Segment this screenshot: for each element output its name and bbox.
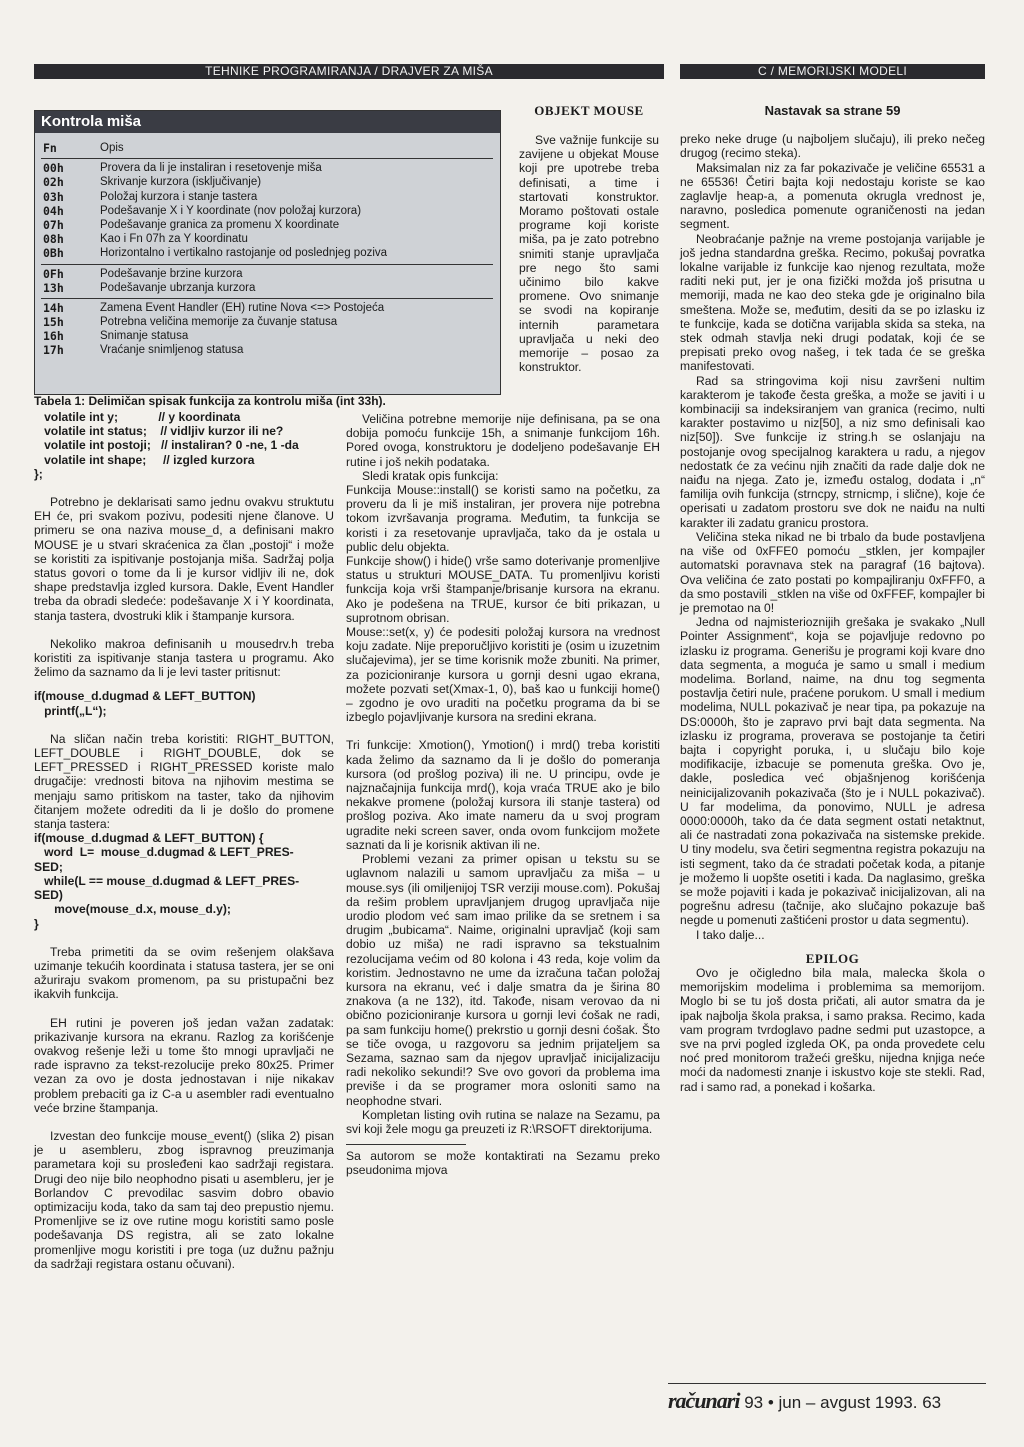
- table-cell-fn: 16h: [43, 329, 64, 344]
- table-cell-fn: 17h: [43, 343, 64, 358]
- table-cell-fn: 0Bh: [43, 246, 64, 261]
- paragraph: Funkcija Mouse::install() se koristi samo na početku, za proveru da li je miš instaliran, jer provera nije potrebna tokom izvršavanja programa. Međutim, ta funkcija se koristi i za resetovanje upravljača, tako da je ostala u public delu objekta.: [346, 483, 660, 554]
- paragraph: Kompletan listing ovih rutina se nalaze na Sezamu, pa svi koji žele mogu ga preuzeti iz R:\RSOFT direktorijuma.: [346, 1107, 660, 1136]
- table-cell-fn: 00h: [43, 161, 64, 176]
- table-row: [41, 301, 493, 315]
- table-cell-desc: Podešavanje ubrzanja kurzora: [100, 281, 256, 294]
- column-right: [680, 104, 985, 1094]
- paragraph: Treba primetiti da se ovim rešenjem olakšava uzimanje tekućih koordinata i statusa tastera, jer se oni ažuriraju svakom promenom, pa su pristupačni bez ikakvih funkcija.: [34, 944, 334, 1002]
- paragraph: Rad sa stringovima koji nisu završeni nultim karakterom je takođe česta greška, a može se javiti i u kombinaciji sa indeksiranjem van granica (recimo, nulti karakter postavimo u niz[50], a niz smo definisali kao niz[50]). Sve funkcije iz string.h se oslanjaju na postojanje ovog specijalnog karaktera u radu, a njegov nedostatk će za većinu njih značiti da rade dalje dok ne naiđu na njega. Zato je, između ostalog, dodata i „n“ familija ovih funkcija (strncpy, strnicmp, i slične), koje će operisati u zadatom prostoru sve dok ne naiđu na nulti karakter ili zadatu granicu prostora.: [680, 373, 985, 530]
- table-row: [41, 281, 493, 295]
- paragraph: Funkcije show() i hide() vrše samo doterivanje promenljive status u strukturi MOUSE_DATA. Tu promenljivu koristi funkcija koja vrši štampanje/brisanje kursora na ekranu. Ako je podešena na TRUE, kursor će biti prikazan, u suprotnom obrisan.: [346, 554, 660, 625]
- paragraph: Sve važnije funkcije su zavijene u objekat Mouse koji pre upotrebe treba definisati, a time i startovati konstruktor. Moramo poštovati ostale programe koji koriste miša, pa je zato potrebno snimiti stanje upravljača pre nego što sami učinimo bilo kakve promene. Ovo snimanje se svodi na kopiranje internih parametara upravljača u neki deo memorije – posao za konstruktor.: [519, 133, 659, 375]
- table-cell-desc: Podešavanje brzine kurzora: [100, 267, 243, 280]
- column-left: [34, 410, 334, 1271]
- magazine-logo: računari: [668, 1388, 740, 1413]
- code-pressed: if(mouse_d.dugmad & LEFT_BUTTON) { word L= mouse_d.dugmad & LEFT_PRES- SED; while(L == mouse_d.dugmad & LEFT_PRES- SED) move(mouse_d.x, mouse_d.y); }: [34, 831, 300, 931]
- table-cell-desc: Skrivanje kurzora (isključivanje): [100, 176, 262, 189]
- table-cell-fn: 0Fh: [43, 266, 64, 281]
- footer-rule: [668, 1383, 986, 1384]
- table-cell-desc: Zamena Event Handler (EH) rutine Nova <=> Postojeća: [100, 301, 385, 314]
- table-row: [41, 315, 493, 329]
- table-body: [41, 141, 493, 358]
- section-header-right: C / MEMORIJSKI MODELI: [680, 64, 985, 79]
- table-row: [41, 218, 493, 232]
- paragraph: Mouse::set(x, y) će podesiti položaj kursora na vrednost koju zadate. Nije preporučljivo koristiti je (osim u izuzetnim slučajevima), jer se time korisnik može zbuniti. Na primer, za pozicioniranje kursora u gornji desni ugao ekrana, možete pozvati set(Xmax-1, 0), baš kao u funkciji home() – zgodno je ovo uraditi na početku programa da bi se izbeglo pojavljivanje kursora na sredini ekrana.: [346, 625, 660, 725]
- issue-info: 93 • jun – avgust 1993. 63: [744, 1393, 942, 1412]
- table-cell-desc: Položaj kurzora i stanje tastera: [100, 190, 258, 203]
- paragraph: I tako dalje...: [696, 927, 765, 942]
- author-contact: Sa autorom se može kontaktirati na Sezamu preko pseudonima mjova: [346, 1149, 660, 1178]
- table-header-fn: Fn: [43, 141, 57, 155]
- table-cell-fn: 14h: [43, 300, 64, 315]
- paragraph: Jedna od najmisterioznijih grešaka je svakako „Null Pointer Assignment“, koja se pojavljuje redovno po izlasku iz programa. Generišu je programi koji kvare dno data segmenta, a moguća je samo u small i medium modelima. Borland, naime, na dnu tog segmenta postavlja četiri nule, praćene porukom. U small i medium modelima, NULL pokazivač je near tipa, pa pokazuje na DS:0000h, što je zapravo prvi bajt data segmenta. Na izlasku iz programa, proverava se postojanje ta četiri bajta i copyright poruka, i, u slučaju bilo koje modifikacije, izbacuje se pomenuta greška. Ovo je, dakle, posledica već objašnjenog korišćenja neinicijalizovanih pokazivača (što je i NULL pokazivač). U far modelima, da ponovimo, NULL je adresa 0000:0000h, tako da će data segment ostati netaktnut, ali će nastradati zona pokazivača na sistemske prekide. U tiny modelu, sva četiri segmentna registra pokazuju na isti segment, tako da će stradati početak koda, a pitanje je možemo li uopšte osetiti i kada. Da naglasimo, greška se može pojaviti i kada je pokazivač inicijalizovan, ali na pogrešnu adresu (tačnije, ako slučajno pokazuje baš negde u pomenuti zaštićeni prostor u data segmentu).: [680, 615, 985, 928]
- table-cell-desc: Podešavanje granica za promenu X koordinate: [100, 218, 340, 231]
- table-divider: [41, 264, 493, 265]
- section-title-epilog: EPILOG: [805, 950, 860, 966]
- table-row: [41, 161, 493, 175]
- table-row: [41, 329, 493, 343]
- table-cell-fn: 08h: [43, 232, 64, 247]
- code-left-button: if(mouse_d.dugmad & LEFT_BUTTON) printf(„L“);: [34, 689, 256, 718]
- table-cell-fn: 04h: [43, 203, 64, 218]
- paragraph: Ovo je očigledno bila mala, malecka škola o memorijskim modelima i problemima sa memorijom. Moglo bi se tu još dosta pričati, ali autor smatra da je ipak najbolja škola praksa, i samo praksa. Recimo, kada vam program tvrdoglavo padne sedmi put uzastopce, a sve na prvi pogled izgleda OK, pa onda provedete celu noć pred monitorom tražeći grešku, nijedna knjiga neće moći da nadomesti znanje i iskustvo koje ste stekli. Rad, rad i samo rad, a ponekad i košarka.: [680, 965, 985, 1094]
- table-row: [41, 343, 493, 357]
- table-row: [41, 175, 493, 189]
- table-cell-fn: 15h: [43, 315, 64, 330]
- paragraph: Potrebno je deklarisati samo jednu ovakvu struktutu EH će, pri svakom pozivu, podesiti njene članove. U primeru se ona naziva mouse_d, a definisani makro MOUSE je u stvari skraćenica za član „postoji“ i može se koristiti za ispitivanje postojanja miša. Sadržaj polja status govori o tome da li je kursor vidljiv ili ne, dok shape predstavlja izgled kursora. Dakle, Event Handler treba da obradi sledeće: podešavanje X i Y koordinata, stanja tastera, dvostruki klik i štampanje kursora.: [34, 495, 334, 623]
- continued-from: Nastavak sa strane 59: [764, 103, 901, 118]
- table-row: [41, 190, 493, 204]
- table-cell-desc: Horizontalno i vertikalno rastojanje od poslednjeg poziva: [100, 247, 388, 260]
- paragraph: Problemi vezani za primer opisan u tekstu su se uglavnom nalazili u samom upravljaču za miša – u mouse.sys (ili omiljenijoj TSR verziji mouse.com). Pokušaj da rešim problem upravljanjem drugog upravljača nije urodio plodom već sam imao prilike da se sretnem i sa drugim „bubicama“. Naime, originalni upravljač (koji sam dobio uz miša) ne radi ispravno sa tekstualnim rezolucijama većim od 80 kolona i 43 reda, koje volim da koristim. Jednostavno ne ume da izračuna tačan položaj kursora na ekranu, već i dalje smatra da je širina 80 znakova (a ne 132), itd. Takođe, nisam verovao da ni obično pozicioniranje kursora u gornji levi ćošak ne radi, pa sam funkciju home() prekrstio u gornji desni ćošak. Što se tiče ovoga, u razgovoru sa jednim prijateljem sa Sezama, saznao sam da njegov upravljač inicijalizaciju radi nekoliko sekundi!? Sve ovo govori da problema ima previše i da se programer mora osloniti samo na neophodne stvari.: [346, 852, 660, 1108]
- column-middle-top: [519, 104, 659, 118]
- paragraph: EH rutini je poveren još jedan važan zadatak: prikazivanje kursora na ekranu. Razlog za korišćenje ovakvog rešenje leži u tome što mnogi upravljači ne rade ispravno za tekst-rezolucije preko 80x25. Primer vezan za ovo je dosta jednostavan i nije nikakav problem prebaciti ga iz C-a u asembler radi eventualno veće brzine štampanja.: [34, 1015, 334, 1115]
- paragraph: Sledi kratak opis funkcija:: [362, 468, 499, 483]
- table-row: [41, 267, 493, 281]
- paragraph: Tri funkcije: Xmotion(), Ymotion() i mrd() treba koristiti kada želimo da saznamo da li je došlo do pomeranja kursora (od prošlog poziva) ili ne. U principu, ovde je najznačajnija funkcija mrd(), koja vraća TRUE ako je bilo nekakve promene (položaj kursora ili stanje tastera) od prošlog poziva. Ako imate nameru da u svoj program ugradite neki screen saver, onda ovom funkcijom možete saznati da li je korisnik aktivan ili ne.: [346, 738, 660, 852]
- paragraph: Izvestan deo funkcije mouse_event() (slika 2) pisan je u asembleru, zbog ispravnog preuzimanja parametara koji su prosleđeni kao sadržaji registara. Drugi deo nije bilo neophodno pisati u asembleru, jer je Borlandov C prevodilac sasvim dobro obavio optimizaciju koda, tako da sam taj deo prepustio njemu. Promenljive se iz ove rutine mogu koristiti samo posle podešavanja DS registra, ali se zato lokalne promenljive mogu koristiti i pre toga (uz dužnu pažnju da sadržaji registara ostanu očuvani).: [34, 1128, 334, 1271]
- paragraph: Veličina steka nikad ne bi trbalo da bude postavljena na više od 0xFFE0 pomoću _stklen, jer kompajler automatski poravnava stek na paragraf (16 bajtova). Ova veličina će zato postati po kompajliranju 0xFFF0, a da smo postavili _stklen na više od 0xFFEF, kompajler bi je premotao na 0!: [680, 529, 985, 615]
- table-header-desc: Opis: [100, 142, 124, 154]
- mouse-control-table: [34, 110, 501, 395]
- page-footer: [668, 1388, 941, 1414]
- table-row: [41, 232, 493, 246]
- code-struct: volatile int y; // y koordinata volatile int status; // vidljiv kurzor ili ne? volatile int postoji; // instaliran? 0 -ne, 1 -da volatile int shape; // izgled kurzora };: [34, 410, 299, 481]
- table-cell-desc: Potrebna veličina memorije za čuvanje statusa: [100, 316, 338, 329]
- table-cell-fn: 03h: [43, 189, 64, 204]
- table-cell-desc: Kao i Fn 07h za Y koordinatu: [100, 233, 248, 246]
- paragraph: Maksimalan niz za far pokazivače je veličine 65531 a ne 65536! Četiri bajta koji nedostaju koriste se kao zaglavlje heap-a, a pomenuta okrugla vrednost je, naravno, posledica pomenute ograničenosti na jedan segment.: [680, 160, 985, 232]
- divider: [346, 1144, 466, 1145]
- table-cell-fn: 07h: [43, 217, 64, 232]
- paragraph: Nekoliko makroa definisanih u mousedrv.h treba koristiti za ispitivanje stanja tastera u programu. Ako želimo da saznamo da li je levi taster pritisnut:: [34, 636, 334, 680]
- column-middle-narrow: [519, 133, 659, 374]
- column-middle: [346, 412, 660, 1178]
- table-divider: [41, 298, 493, 299]
- table-cell-desc: Podešavanje X i Y koordinate (nov položaj kurzora): [100, 204, 362, 217]
- paragraph: Neobraćanje pažnje na vreme postojanja varijable je još jedna standardna greška. Recimo, pokušaj povratka lokalne varijable iz funkcije kao njenog rezultata, može raditi neki put, jer je ona fizički možda još prisutna u memoriji, mada ne kao deo steka gde je originalno bila smeštena. Može se, međutim, desiti da se po izlasku iz te funkcije, kada se dotična varijabla skida sa steka, na stek odmah stavlja neki drugi podatak, koji će se prepisati preko ovog našeg, i tek tada će se greška manifestovati.: [680, 231, 985, 374]
- table-cell-desc: Snimanje statusa: [100, 330, 189, 343]
- section-header-left: TEHNIKE PROGRAMIRANJA / DRAJVER ZA MIŠA: [34, 64, 664, 79]
- table-title: Kontrola miša: [35, 111, 500, 133]
- table-header-row: [41, 141, 493, 155]
- paragraph: preko neke druge (u najboljem slučaju), ili preko nečeg drugog (recimo steka).: [680, 132, 985, 161]
- table-cell-fn: 13h: [43, 280, 64, 295]
- table-row: [41, 204, 493, 218]
- table-row: [41, 246, 493, 260]
- paragraph: Veličina potrebne memorije nije definisana, pa se ona dobija pomoću funkcije 15h, a snimanje funkcijom 16h. Pored ovoga, konstruktoru je dodeljeno podešavanje EH rutine i još nekih podataka.: [346, 412, 660, 469]
- table-cell-desc: Vraćanje snimljenog statusa: [100, 344, 244, 357]
- paragraph: Na sličan način treba koristiti: RIGHT_BUTTON, LEFT_DOUBLE i RIGHT_DOUBLE, dok se LEFT_PRESSED i RIGHT_PRESSED koriste malo drugačije: vrednosti bitova na njihovim mestima se menjaju samo pritiskom na taster, tako da njihovim čitanjem možete odrediti da li je došlo do promene stanja tastera:: [34, 731, 334, 832]
- table-cell-desc: Provera da li je instaliran i resetovenje miša: [100, 162, 322, 175]
- section-title-objekt-mouse: OBJEKT MOUSE: [534, 103, 644, 118]
- table-cell-fn: 02h: [43, 175, 64, 190]
- table-caption: Tabela 1: Delimičan spisak funkcija za kontrolu miša (int 33h).: [34, 394, 386, 408]
- table-divider: [41, 158, 493, 159]
